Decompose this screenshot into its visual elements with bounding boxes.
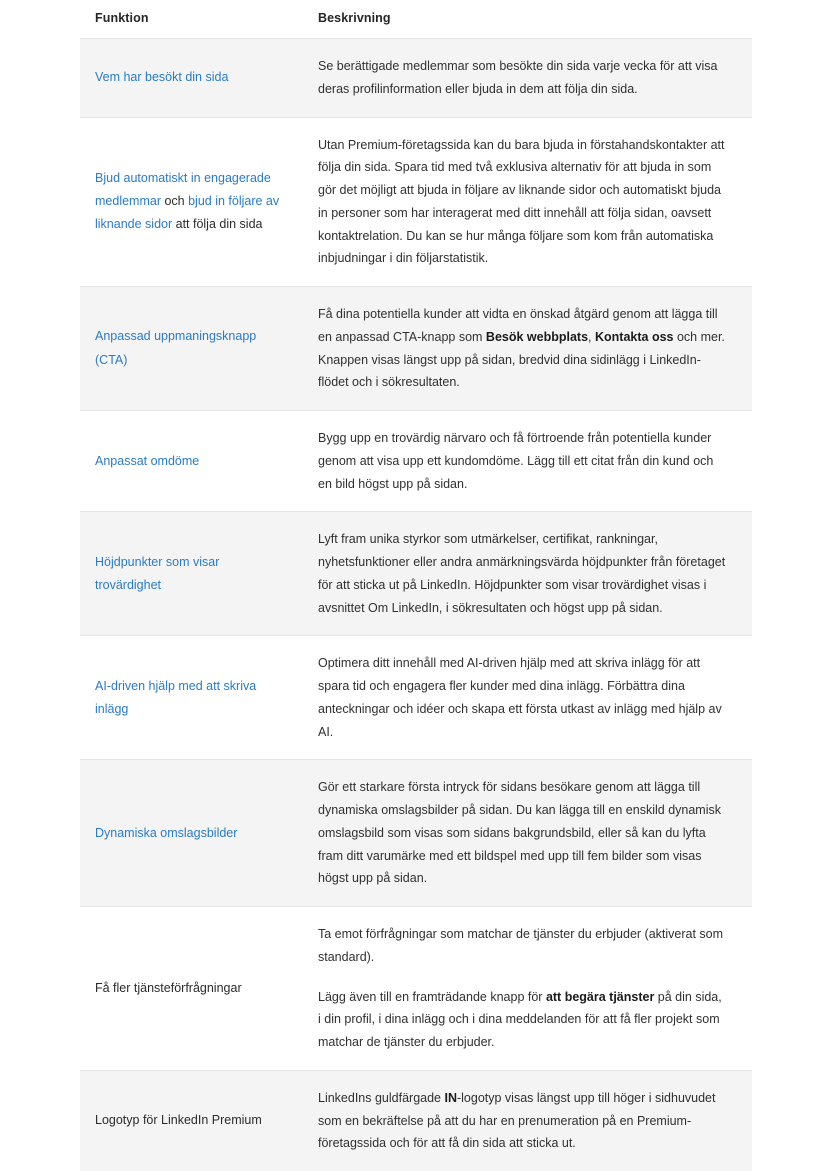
table-row [80, 636, 752, 760]
feature-cell [80, 117, 302, 287]
description-cell [302, 117, 752, 287]
feature-cell [80, 636, 302, 760]
description-text: Gör ett starkare första intryck för sidans besökare genom att lägga till dynamiska omslagsbilder på sidan. Du kan lägga till en enskild dynamisk omslagsbild som visas som sidans bakgrundsbild, eller så kan du lyfta fram ditt varumärke med ett bildspel med upp till fem bilder som visas högst upp på sidan. [318, 780, 721, 885]
description-text: -logotyp visas längst upp till höger i sidhuvudet som en bekräftelse på att du har en prenumeration på en Premium-företagssida och för att få din sida att sticka ut. [318, 1091, 715, 1151]
feature-cell [80, 760, 302, 907]
description-bold-text: Besök webbplats [486, 330, 588, 344]
description-text: Bygg upp en trovärdig närvaro och få förtroende från potentiella kunder genom att visa upp ett kundomdöme. Lägg till ett citat från din kund och en bild högst upp på sidan. [318, 431, 713, 491]
description-paragraph [318, 427, 726, 495]
feature-name [95, 822, 288, 845]
description-paragraph [318, 1087, 726, 1155]
description-text: Få dina potentiella kunder att vidta en önskad åtgärd genom att lägga till en anpassad CTA-knapp som [318, 307, 718, 344]
feature-name [95, 450, 288, 473]
feature-cell [80, 512, 302, 636]
description-cell [302, 287, 752, 411]
description-text: och mer. Knappen visas längst upp på sidan, bredvid dina sidinlägg i LinkedIn-flödet och i sökresultaten. [318, 330, 725, 390]
description-text: Optimera ditt innehåll med AI-driven hjälp med att skriva inlägg för att spara tid och engagera fler kunder med dina inlägg. Förbättra dina anteckningar och idéer och skapa ett första utkast av inlägg med hjälp av AI. [318, 656, 722, 738]
feature-link[interactable]: Dynamiska omslagsbilder [95, 826, 237, 840]
feature-text: Logotyp för LinkedIn Premium [95, 1113, 262, 1127]
table-body [80, 39, 752, 1171]
feature-cell [80, 1070, 302, 1171]
description-cell [302, 636, 752, 760]
description-cell [302, 1070, 752, 1171]
feature-link[interactable]: Anpassad uppmaningsknapp (CTA) [95, 329, 256, 366]
table-row [80, 907, 752, 1071]
table-row [80, 287, 752, 411]
feature-cell [80, 39, 302, 118]
feature-name [95, 66, 288, 89]
feature-name [95, 551, 288, 597]
description-cell [302, 39, 752, 118]
description-text: Se berättigade medlemmar som besökte din sida varje vecka för att visa deras profilinformation eller bjuda in dem att följa din sida. [318, 59, 718, 96]
feature-link[interactable]: Anpassat omdöme [95, 454, 199, 468]
table-row [80, 411, 752, 512]
feature-name [95, 1109, 288, 1132]
feature-cell [80, 287, 302, 411]
description-paragraph [318, 923, 726, 969]
feature-text: och [161, 194, 188, 208]
description-bold-text: Kontakta oss [595, 330, 674, 344]
description-bold-text: IN [444, 1091, 457, 1105]
feature-cell [80, 907, 302, 1071]
description-paragraph [318, 776, 726, 890]
feature-name [95, 977, 288, 1000]
description-text: , [588, 330, 595, 344]
feature-cell [80, 411, 302, 512]
description-paragraph [318, 652, 726, 743]
table-header [80, 0, 752, 39]
table-row [80, 117, 752, 287]
table-row [80, 39, 752, 118]
description-paragraph [318, 55, 726, 101]
description-paragraph [318, 303, 726, 394]
premium-features-table [80, 0, 752, 1171]
description-cell [302, 411, 752, 512]
description-text: Ta emot förfrågningar som matchar de tjänster du erbjuder (aktiverat som standard). [318, 927, 723, 964]
feature-link[interactable]: Höjdpunkter som visar trovärdighet [95, 555, 219, 592]
feature-name [95, 675, 288, 721]
description-paragraph [318, 986, 726, 1054]
feature-link[interactable]: Vem har besökt din sida [95, 70, 228, 84]
feature-name [95, 325, 288, 371]
description-text: på din sida, i din profil, i dina inlägg och i dina meddelanden för att få fler projekt som matchar de tjänster du erbjuder. [318, 990, 722, 1050]
feature-text: Få fler tjänsteförfrågningar [95, 981, 242, 995]
feature-name [95, 167, 288, 236]
description-cell [302, 907, 752, 1071]
description-text: LinkedIns guldfärgade [318, 1091, 444, 1105]
table-row [80, 760, 752, 907]
table-header-row [80, 0, 752, 39]
description-text: Lyft fram unika styrkor som utmärkelser, certifikat, rankningar, nyhetsfunktioner eller andra anmärkningsvärda höjdpunkter från företaget för att sticka ut på LinkedIn. Höjdpunkter som visar trovärdighet visas i avsnittet Om LinkedIn, i sökresultaten och högst upp på sidan. [318, 532, 725, 614]
table-row [80, 1070, 752, 1171]
description-paragraph [318, 528, 726, 619]
column-header-beskrivning: Beskrivning [302, 0, 752, 39]
description-cell [302, 760, 752, 907]
description-text: Utan Premium-företagssida kan du bara bjuda in förstahandskontakter att följa din sida. Spara tid med två exklusiva alternativ för att bjuda in som gör det möjligt att bjuda in följare av liknande sidor och automatiskt bjuda in personer som har interagerat med ditt innehåll att följa sidan, oavsett kontaktrelation. Du kan se hur många följare som kom från automatiska inbjudningar i din följarstatistik. [318, 138, 724, 266]
feature-link[interactable]: AI-driven hjälp med att skriva inlägg [95, 679, 256, 716]
description-paragraph [318, 134, 726, 271]
feature-link[interactable]: bjud in följare av liknande sidor [95, 194, 279, 231]
column-header-funktion: Funktion [80, 0, 302, 39]
description-cell [302, 512, 752, 636]
feature-link[interactable]: Bjud automatiskt in engagerade medlemmar [95, 171, 271, 208]
table-row [80, 512, 752, 636]
description-text: Lägg även till en framträdande knapp för [318, 990, 546, 1004]
description-bold-text: att begära tjänster [546, 990, 654, 1004]
feature-text: att följa din sida [172, 217, 262, 231]
